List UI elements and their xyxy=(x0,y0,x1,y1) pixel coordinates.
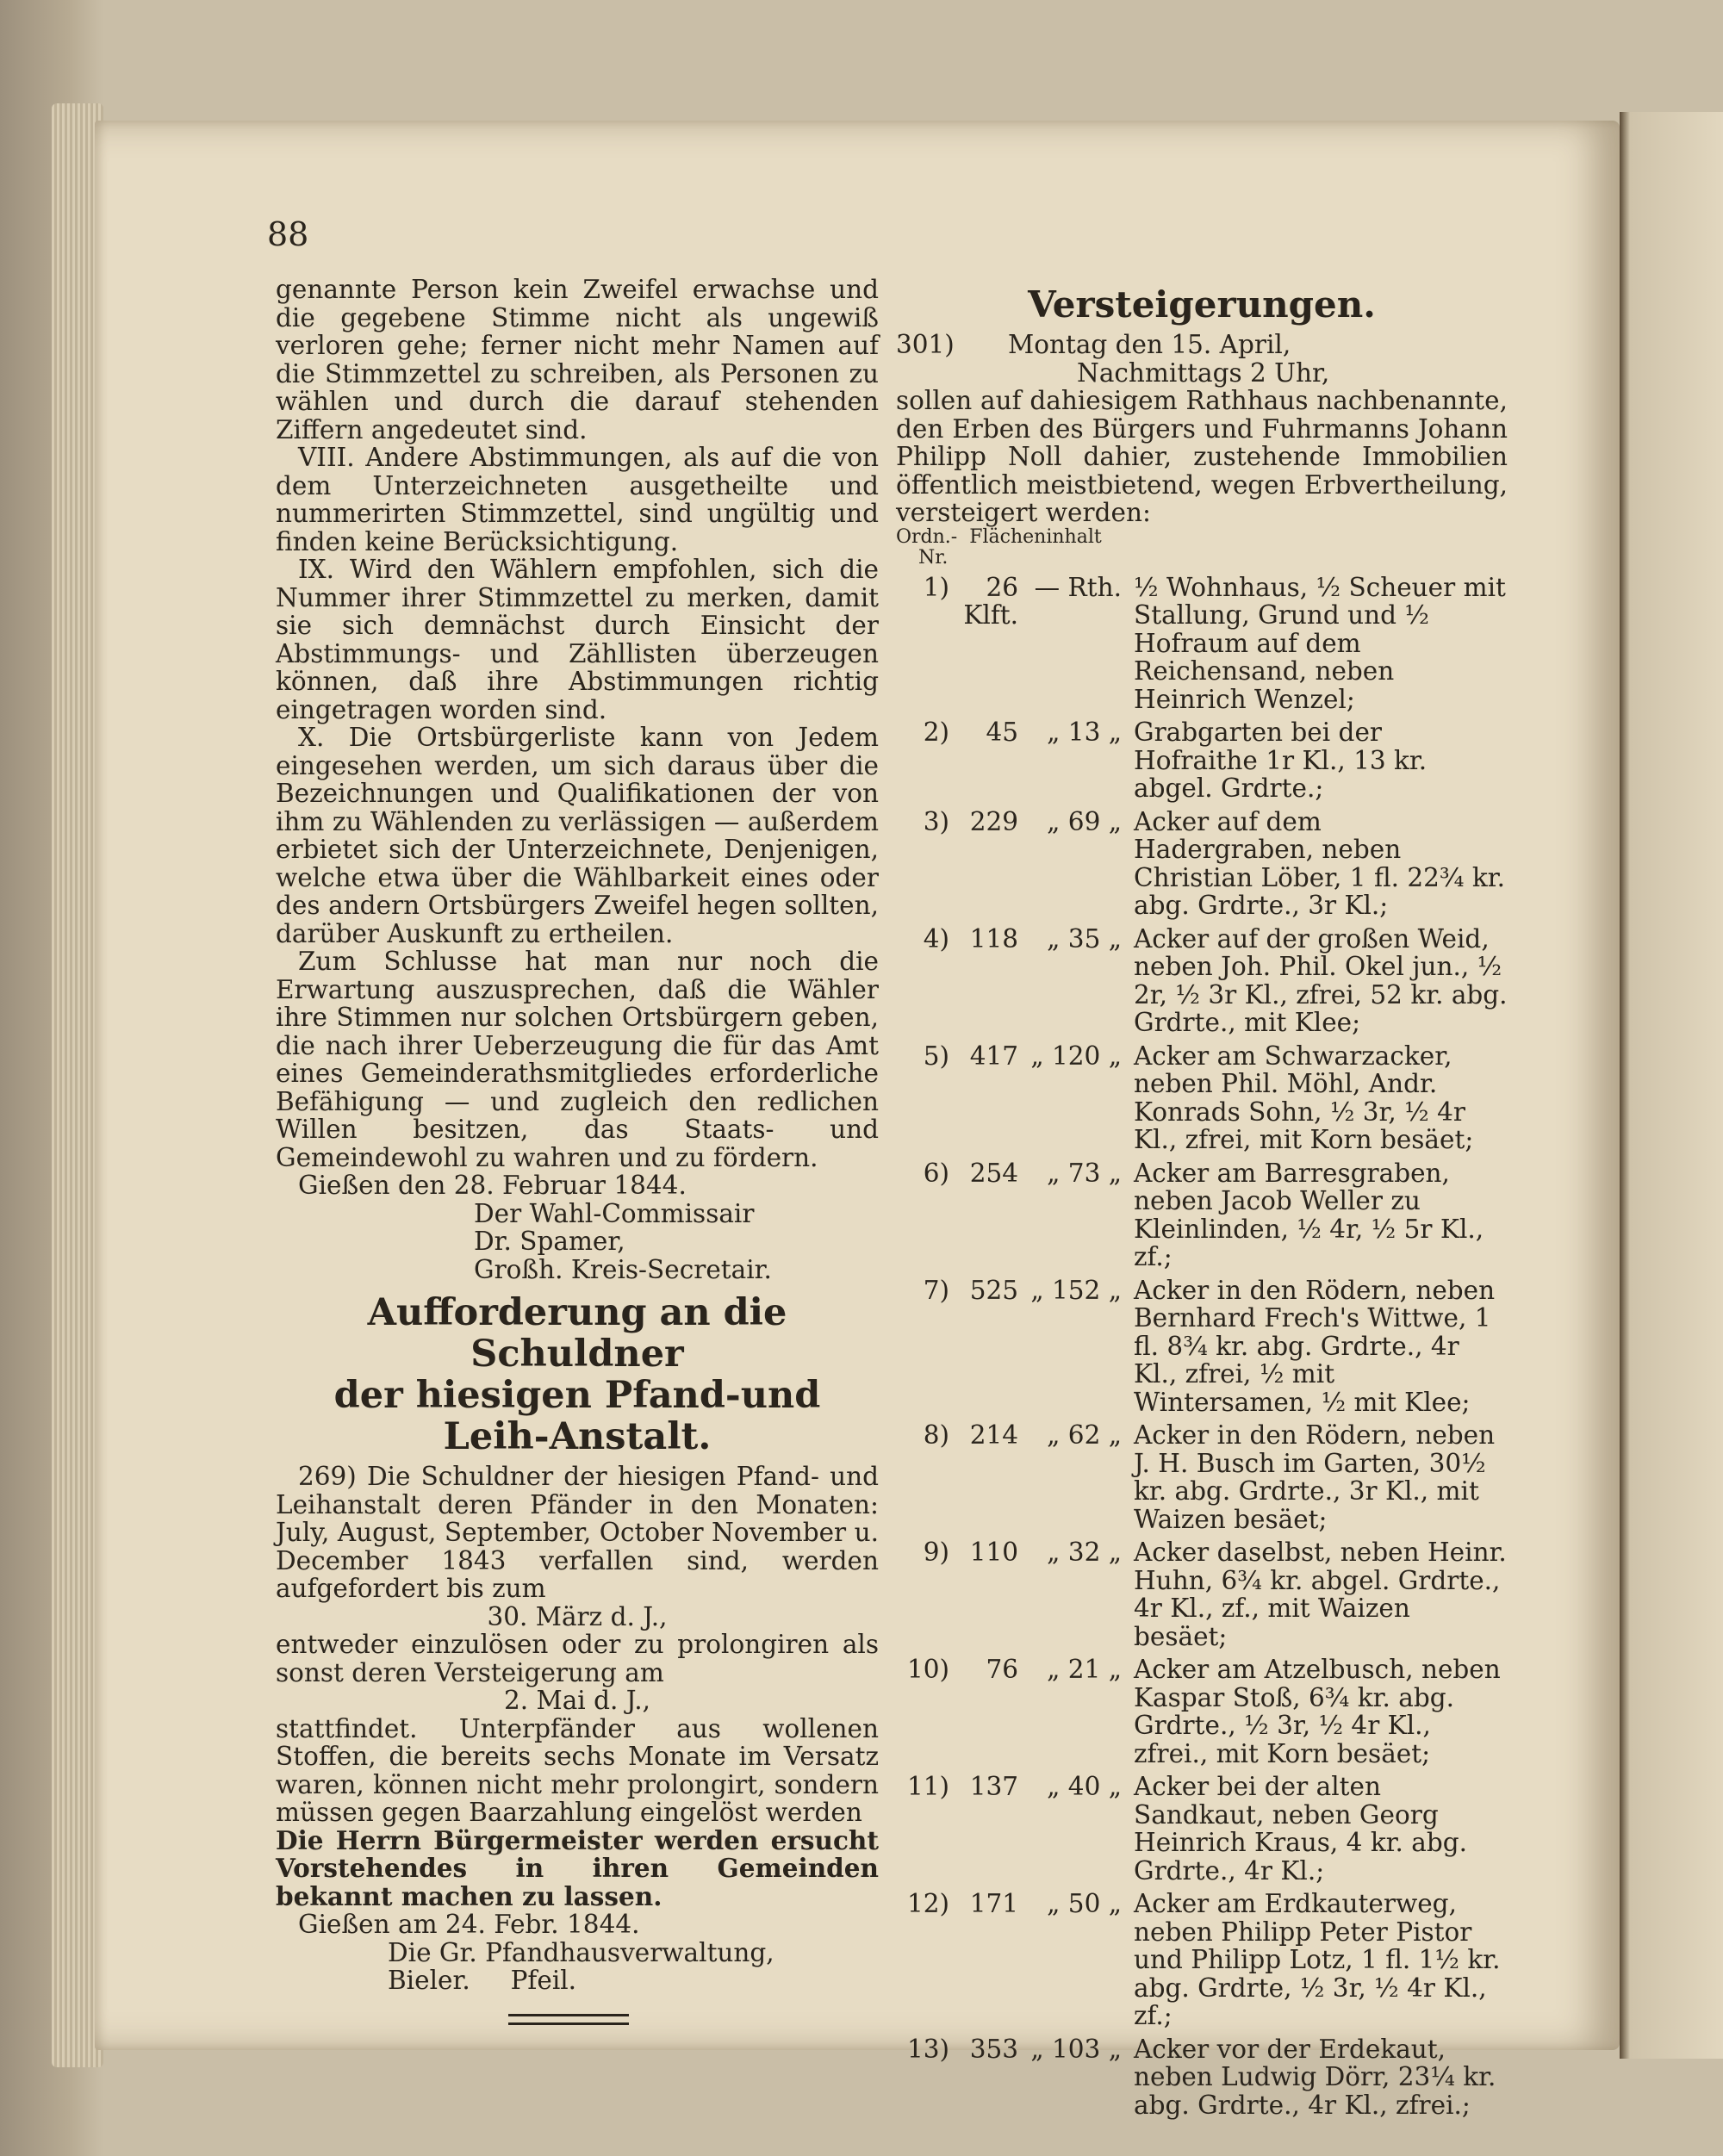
lot-area: 76 xyxy=(986,1655,1018,1684)
lot-description: Acker vor der Erdekaut, neben Ludwig Dörr, 23¼ kr. abg. Grdrte., 4r Kl., zfrei.; xyxy=(1134,2034,1496,2120)
lot-description: Acker daselbst, neben Heinr. Huhn, 6¾ kr. abgel. Grdrte., 4r Kl., zf., mit Waizen besäet; xyxy=(1134,1538,1507,1651)
lot-number: 6) xyxy=(923,1158,949,1188)
lot-area: 26 Klft. xyxy=(963,572,1018,630)
auction-number: 301) xyxy=(896,330,955,359)
lot-number: 2) xyxy=(923,718,949,747)
lot-description: ½ Wohnhaus, ½ Scheuer mit Stallung, Grund und ½ Hofraum auf dem Reichensand, neben Heinrich Wenzel; xyxy=(1134,572,1506,714)
lot-number: 11) xyxy=(906,1772,949,1801)
lot-area: 229 xyxy=(969,806,1018,836)
auction-date: Montag den 15. April, xyxy=(1008,330,1291,359)
notice-text2: entweder einzulösen oder zu prolongiren als sonst deren Versteigerung am xyxy=(276,1630,879,1687)
notice-heading xyxy=(276,1292,879,1457)
lot-row xyxy=(896,718,1508,803)
lot-area: 171 xyxy=(969,1889,1018,1918)
lot-description: Acker am Atzelbusch, neben Kaspar Stoß, 6¾ kr. abg. Grdrte., ½ 3r, ½ 4r Kl., zfrei., mit Korn besäet; xyxy=(1134,1655,1501,1768)
lot-value: „ 13 „ xyxy=(1047,718,1122,747)
col-header-ordn: Ordn.- xyxy=(896,525,958,548)
paragraph-continuation: genannte Person kein Zweifel erwachse und die gegebene Stimme nicht als ungewiß verloren gehe; ferner nicht mehr Namen auf die Stimmzettel zu schreiben, als Personen zu wählen und durch die darauf stehenden Ziffern angedeutet sind. xyxy=(276,275,879,444)
right-column xyxy=(896,276,1508,2119)
lot-area: 45 xyxy=(986,718,1018,747)
lot-number: 13) xyxy=(906,2034,949,2064)
left-column xyxy=(276,276,879,2025)
auctions-heading: Versteigerungen. xyxy=(1028,283,1376,326)
lot-row xyxy=(896,1538,1508,1650)
auction-time: Nachmittags 2 Uhr, xyxy=(1077,357,1330,388)
lot-area: 417 xyxy=(969,1041,1018,1071)
notice-text3: stattfindet. Unterpfänder aus wollenen Stoffen, die bereits sechs Monate im Versatz waren, können nicht mehr prolongirt, sondern müssen gegen Baarzahlung eingelöst werden xyxy=(276,1713,879,1827)
lot-area: 118 xyxy=(969,923,1018,954)
signature-name: Dr. Spamer, xyxy=(474,1227,625,1256)
lot-row xyxy=(896,1890,1508,2030)
lot-value: „ 69 „ xyxy=(1047,806,1122,836)
lot-row xyxy=(896,1773,1508,1885)
lot-area: 110 xyxy=(969,1538,1018,1567)
lot-area: 254 xyxy=(969,1158,1018,1188)
paragraph-ix: IX. Wird den Wählern empfohlen, sich die Nummer ihrer Stimmzettel zu merken, damit sie sich demnächst durch Einsicht der Abstimmungs- und Zähllisten überzeugen können, daß ihre Abstimmungen richtig eingetragen worden sind. xyxy=(276,555,879,724)
lot-value: „ 120 „ xyxy=(1030,1041,1122,1071)
lot-value: „ 103 „ xyxy=(1030,2034,1122,2064)
lot-value: „ 35 „ xyxy=(1047,923,1122,954)
notice-paragraph1 xyxy=(276,1463,879,1603)
next-page-edge xyxy=(1620,112,1723,2059)
lot-description: Acker auf der großen Weid, neben Joh. Phil. Okel jun., ½ 2r, ½ 3r Kl., zfrei, 52 kr. abg. Grdrte., mit Klee; xyxy=(1134,923,1508,1037)
signature-title: Der Wahl-Commissair xyxy=(474,1198,755,1228)
lot-row xyxy=(896,1277,1508,1417)
lot-number: 1) xyxy=(923,572,949,602)
lot-number: 9) xyxy=(923,1538,949,1567)
double-rule-divider xyxy=(508,2014,629,2025)
notice-heading-line1: Aufforderung an die Schuldner xyxy=(367,1291,787,1376)
lot-number: 4) xyxy=(923,923,949,954)
page-number: 88 xyxy=(267,215,309,253)
lot-description: Acker am Schwarzacker, neben Phil. Möhl, Andr. Konrads Sohn, ½ 3r, ½ 4r Kl., zfrei, mit Korn besäet; xyxy=(1134,1041,1474,1154)
lot-number: 7) xyxy=(923,1275,949,1305)
lot-row xyxy=(896,1042,1508,1154)
lot-value: — Rth. xyxy=(1034,572,1122,602)
lot-column-headers xyxy=(896,527,1508,548)
lot-value: „ 152 „ xyxy=(1030,1275,1122,1305)
lot-area: 353 xyxy=(969,2034,1018,2064)
lot-row xyxy=(896,2035,1508,2120)
lot-row xyxy=(896,1159,1508,1271)
lot-description: Grabgarten bei der Hofraithe 1r Kl., 13 kr. abgel. Grdrte.; xyxy=(1134,718,1428,803)
notice-date-line: Gießen am 24. Febr. 1844. xyxy=(298,1910,640,1939)
notice-date1: 30. März d. J., xyxy=(487,1601,668,1631)
col-header-nr: Nr. xyxy=(918,546,949,569)
notice-signature1: Die Gr. Pfandhausverwaltung, xyxy=(388,1937,774,1967)
lot-number: 12) xyxy=(906,1889,949,1918)
lot-description: Acker in den Rödern, neben Bernhard Frech's Wittwe, 1 fl. 8¾ kr. abg. Grdrte., 4r Kl., zfrei, ½ mit Wintersamen, ½ mit Klee; xyxy=(1134,1275,1496,1417)
col-header-area: Flächeninhalt xyxy=(969,525,1102,548)
notice-date2: 2. Mai d. J., xyxy=(503,1686,651,1715)
lot-description: Acker auf dem Hadergraben, neben Christian Löber, 1 fl. 22¾ kr. abg. Grdrte., 3r Kl.; xyxy=(1134,806,1506,920)
notice-text1: Die Schuldner der hiesigen Pfand- und Leihanstalt deren Pfänder in den Monaten: July, August, September, October November u. December 1843 verfallen sind, werden aufgefordert bis zum xyxy=(276,1462,879,1603)
lot-number: 3) xyxy=(923,806,949,836)
lot-value: „ 73 „ xyxy=(1047,1158,1122,1188)
lot-row xyxy=(896,1421,1508,1533)
signature-role: Großh. Kreis-Secretair. xyxy=(474,1254,772,1284)
auction-text: sollen auf dahiesigem Rathhaus nachbenannte, den Erben des Bürgers und Fuhrmanns Johann Philipp Noll dahier, zustehende Immobilien öffentlich meistbietend, wegen Erbvertheilung, versteigert werden: xyxy=(896,386,1508,527)
lot-area: 214 xyxy=(969,1420,1018,1450)
lot-area: 525 xyxy=(969,1275,1018,1305)
lot-row xyxy=(896,808,1508,920)
lot-value: „ 50 „ xyxy=(1047,1889,1122,1918)
notice-number: 269) xyxy=(298,1462,357,1491)
lot-row xyxy=(896,574,1508,714)
lot-value: „ 21 „ xyxy=(1047,1655,1122,1684)
lot-area: 137 xyxy=(969,1772,1018,1801)
lot-description: Acker bei der alten Sandkaut, neben Georg Heinrich Kraus, 4 kr. abg. Grdrte., 4r Kl.; xyxy=(1134,1772,1468,1886)
lot-number: 8) xyxy=(923,1420,949,1450)
lot-row xyxy=(896,1656,1508,1768)
lot-value: „ 62 „ xyxy=(1047,1420,1122,1450)
notice-heading-line2: der hiesigen Pfand-und Leih-Anstalt. xyxy=(333,1374,821,1458)
lot-number: 5) xyxy=(923,1041,949,1071)
lot-table xyxy=(896,574,1508,2120)
notice-bold-request: Die Herrn Bürgermeister werden ersucht Vorstehendes in ihren Gemeinden bekannt machen zu lassen. xyxy=(276,1824,879,1911)
lot-description: Acker am Erdkauterweg, neben Philipp Peter Pistor und Philipp Lotz, 1 fl. 1½ kr. abg. Grdrte, ½ 3r, ½ 4r Kl., zf.; xyxy=(1134,1889,1501,2030)
lot-row xyxy=(896,925,1508,1037)
lot-value: „ 32 „ xyxy=(1047,1538,1122,1567)
paragraph-viii: VIII. Andere Abstimmungen, als auf die von dem Unterzeichneten ausgetheilte und nummerirten Stimmzettel, sind ungültig und finden keine Berücksichtigung. xyxy=(276,443,879,556)
date-line: Gießen den 28. Februar 1844. xyxy=(298,1171,687,1200)
notice-signature2: Bieler. Pfeil. xyxy=(388,1966,577,1995)
lot-description: Acker am Barresgraben, neben Jacob Weller zu Kleinlinden, ½ 4r, ½ 5r Kl., zf.; xyxy=(1134,1158,1484,1271)
lot-number: 10) xyxy=(906,1655,949,1684)
auction-header-line xyxy=(896,331,1508,359)
paragraph-closing: Zum Schlusse hat man nur noch die Erwartung auszusprechen, daß die Wähler ihre Stimmen nur solchen Ortsbürgern geben, die nach ihrer Ueberzeugung die für das Amt eines Gemeinderathsmitgliedes erforderliche Befähigung — und zugleich den redlichen Willen besitzen, das Staats- und Gemeindewohl zu wahren und zu fördern. xyxy=(276,947,879,1172)
lot-value: „ 40 „ xyxy=(1047,1772,1122,1801)
paragraph-x: X. Die Ortsbürgerliste kann von Jedem eingesehen werden, um sich daraus über die Bezeichnungen und Qualifikationen der von ihm zu Wählenden zu verlässigen — außerdem erbietet sich der Unterzeichnete, Denjenigen, welche etwa über die Wählbarkeit eines oder des andern Ortsbürgers Zweifel hegen sollten, darüber Auskunft zu ertheilen. xyxy=(276,723,879,948)
lot-description: Acker in den Rödern, neben J. H. Busch im Garten, 30½ kr. abg. Grdrte., 3r Kl., mit Waizen besäet; xyxy=(1134,1420,1496,1534)
